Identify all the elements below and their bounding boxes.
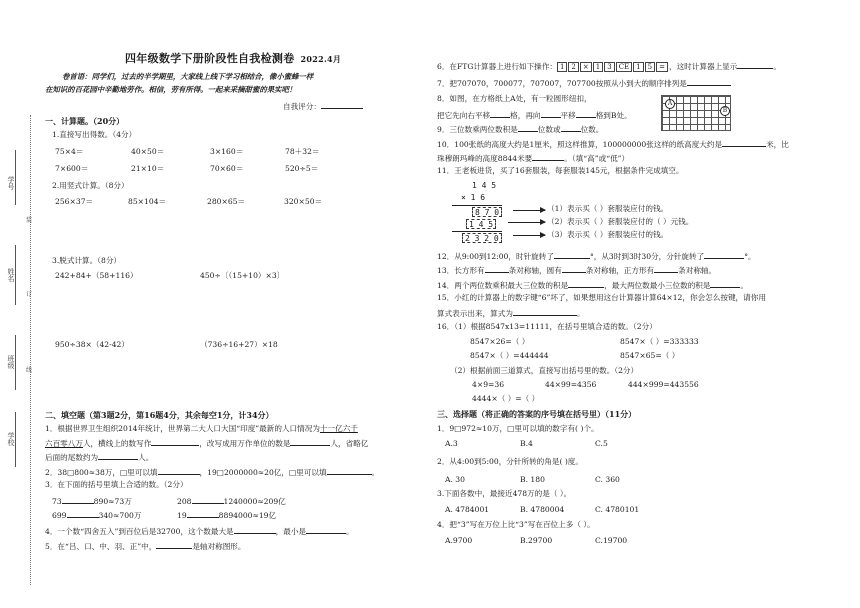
self-eval-blank[interactable] bbox=[321, 101, 363, 109]
section3-title: 三、选择题（将正确的答案的序号填在括号里）（11分） bbox=[437, 409, 637, 419]
s1-q1-r2-c1: 7×600＝ bbox=[55, 164, 89, 173]
s2-q11: 11．王老板进货，买了16套服装，每套服装145元，根据条件完成填空。 bbox=[437, 166, 684, 175]
s2-q16-r4: 4444×（ ）=（ ） bbox=[472, 394, 540, 403]
page-title bbox=[125, 53, 341, 66]
s2-q12 bbox=[437, 251, 756, 262]
section1-title: 一、计算题。（20分） bbox=[45, 116, 125, 126]
cut-mark-1: 装 bbox=[26, 217, 33, 224]
s1-q2-item-1: 256×37＝ bbox=[55, 197, 94, 206]
s2-q12-blank-2[interactable] bbox=[704, 251, 744, 259]
arrow-1 bbox=[513, 210, 545, 211]
s2-q4-blank-1[interactable] bbox=[234, 526, 276, 534]
margin-class-label: 班级 bbox=[7, 355, 16, 369]
s1-q1-r1-c2: 40×50＝ bbox=[131, 147, 165, 156]
s2-q10-text-c: 珠穆朗玛峰的高度8844米要 bbox=[437, 154, 533, 163]
s2-q14-text-a: 14．两个两位数乘积最大三位数的积是 bbox=[437, 281, 569, 290]
s2-q13-text-c: 条对称轴，正方形有 bbox=[585, 266, 655, 275]
s1-q3-item-4: （736÷16+27）×18 bbox=[200, 340, 278, 349]
s2-q8-blank-1[interactable] bbox=[490, 110, 510, 118]
s1-q2-title: 2.用竖式计算。（8分） bbox=[52, 181, 129, 190]
s2-q10-text-d: 。（填“高”或“低”） bbox=[564, 154, 630, 163]
s2-q1-text-c: ，改写成用万作单位的数是 bbox=[199, 439, 291, 448]
s2-q1-blank-2[interactable] bbox=[290, 438, 330, 446]
button-grid-figure bbox=[661, 95, 731, 131]
s2-q5-blank[interactable] bbox=[156, 541, 192, 549]
cut-mark-3: 线 bbox=[26, 367, 33, 374]
s2-q3-item-4 bbox=[177, 510, 276, 521]
s2-q2-text-a: 2．38□800≈38万，□里可以填 bbox=[45, 468, 158, 477]
s1-q1-r1-c4: 78＋32＝ bbox=[285, 147, 320, 156]
s2-q9-blank-1[interactable] bbox=[518, 124, 538, 132]
title-text: 四年级数学下册阶段性自我检测卷 bbox=[125, 52, 295, 65]
s2-q3-i3-blank[interactable] bbox=[67, 510, 99, 518]
s1-q3-title: 3.脱式计算。（8分） bbox=[52, 256, 122, 265]
s3-q3-opt-a[interactable]: A. 4784001 bbox=[445, 505, 490, 514]
s2-q10-line1 bbox=[437, 139, 789, 150]
mult-rule bbox=[452, 205, 502, 206]
s3-q4-opt-c[interactable]: C.19700 bbox=[595, 536, 628, 545]
s2-q8-blank-3[interactable] bbox=[576, 110, 596, 118]
s2-q1-blank-3[interactable] bbox=[98, 452, 138, 460]
s1-q1-r2-c2: 21×10＝ bbox=[131, 164, 165, 173]
intro-line-1: 卷首语：同学们，过去的半学期里，大家线上线下学习相结合，像小蜜蜂一样 bbox=[62, 72, 314, 81]
exam-date: 2022.4月 bbox=[300, 54, 342, 64]
s2-q14-text-b: ，最大两位数最小三位数的积是 bbox=[604, 281, 711, 290]
margin-school-field[interactable] bbox=[15, 412, 16, 467]
s3-q2-opt-a[interactable]: A. 30 bbox=[445, 475, 465, 484]
margin-school-label: 学校 bbox=[7, 432, 16, 446]
s3-q4: 4．把“3”写在万位上比“3”写在百位上多（ ）。 bbox=[437, 520, 595, 529]
s3-q1-opt-a[interactable]: A.3 bbox=[445, 439, 458, 448]
s2-q13-text-a: 13．长方形有 bbox=[437, 266, 485, 275]
s2-q8-blank-2[interactable] bbox=[541, 110, 561, 118]
s2-q1-underlined-2: 六百零八万 bbox=[45, 439, 83, 448]
s2-q1-line3 bbox=[45, 452, 153, 463]
s2-q5-text-b: 是轴对称图形。 bbox=[192, 542, 246, 551]
s2-q5-text-a: 5．在“吕、口、中、羽、正”中， bbox=[45, 542, 157, 551]
s2-q10-text-b: 米，比 bbox=[766, 140, 789, 149]
s2-q16-r1b: 8547×（ ）=333333 bbox=[620, 337, 699, 346]
key-1c: 1 bbox=[633, 62, 643, 72]
multiplication-figure bbox=[452, 181, 502, 245]
s2-q12-blank-1[interactable] bbox=[554, 251, 590, 259]
key-5: 5 bbox=[645, 62, 655, 72]
s2-q15-blank[interactable] bbox=[513, 308, 577, 316]
s2-q1-text-e: 后面的尾数约为 bbox=[45, 453, 99, 462]
mult-product: 2 3 2 0 bbox=[462, 233, 502, 243]
s2-q13 bbox=[437, 265, 716, 276]
s2-q12-text-a: 12．从9:00到12:00，时针旋转了 bbox=[437, 252, 554, 261]
s2-q6-blank[interactable] bbox=[737, 61, 773, 69]
s2-q3-i1-blank[interactable] bbox=[62, 496, 94, 504]
s3-q1-opt-c[interactable]: C.5 bbox=[595, 439, 608, 448]
s1-q2-item-4: 320×50＝ bbox=[284, 197, 323, 206]
s2-q13-blank-2[interactable] bbox=[562, 265, 586, 273]
s2-q13-text-b: 条对称轴，圆有 bbox=[508, 266, 562, 275]
margin-number-label: 学号 bbox=[7, 176, 16, 190]
s2-q9 bbox=[437, 124, 603, 135]
s2-q10-text-a: 10．100张纸的高度大约是1厘米，照这样推算，100000000张这样的纸高度大约是 bbox=[437, 140, 723, 149]
s2-q9-text-b: 位数或 bbox=[537, 125, 561, 134]
s1-q1-r1-c3: 3×160＝ bbox=[210, 147, 244, 156]
s2-q1-text-f: 人。 bbox=[138, 453, 154, 462]
s2-q13-blank-1[interactable] bbox=[485, 265, 509, 273]
s2-q16-r3a: 4×9=36 bbox=[472, 380, 505, 389]
key-equals: = bbox=[656, 62, 668, 72]
s2-q15-text-b: 算式表示出来，算式为 bbox=[437, 309, 513, 318]
s2-q14-blank-1[interactable] bbox=[568, 280, 604, 288]
s1-q3-item-1: 242+84+（58+116） bbox=[55, 271, 138, 280]
s3-q2: 2．从4:00到5:00，分针所转的角是( )度。 bbox=[437, 457, 583, 466]
cut-mark-2: 订 bbox=[26, 291, 33, 298]
s2-q14 bbox=[437, 280, 748, 291]
s2-q2-text-b: ，19□2000000≈20亿，□里可以填 bbox=[199, 468, 327, 477]
s2-q13-blank-3[interactable] bbox=[654, 265, 678, 273]
s2-q9-text-c: 位数。 bbox=[580, 125, 604, 134]
s2-q11-answer-3: （3）表示买（ ）套服装应付的钱。 bbox=[547, 230, 669, 239]
s2-q1-text-d: 人，省略亿 bbox=[330, 439, 369, 448]
s2-q15-line2 bbox=[437, 308, 585, 319]
key-times: × bbox=[580, 62, 592, 72]
key-2: 2 bbox=[568, 62, 578, 72]
s2-q3-i3-a: 699 bbox=[52, 511, 67, 520]
mult-partial-2: 1 4 5 bbox=[466, 219, 496, 229]
s2-q14-text-c: 。 bbox=[740, 281, 749, 290]
s1-q2-item-3: 280×65＝ bbox=[207, 197, 246, 206]
s2-q3-i4-blank[interactable] bbox=[187, 510, 219, 518]
s2-q14-blank-2[interactable] bbox=[710, 280, 740, 288]
mult-partial-1: 8 7 0 bbox=[472, 207, 502, 217]
margin-number-field[interactable] bbox=[15, 150, 16, 205]
s2-q8-line2 bbox=[437, 110, 632, 121]
s2-q11-answer-1: （1）表示买（ ）套服装应付的钱。 bbox=[547, 204, 669, 213]
s2-q4-text-b: ，最小是 bbox=[275, 527, 307, 536]
s3-q4-opt-b[interactable]: B.29700 bbox=[520, 536, 553, 545]
s2-q7-text: 7．把707070，700077，707007，707700按照从小到大的顺序排列是 bbox=[437, 79, 687, 88]
s2-q15-line1: 15．小红的计算器上的数字键“6”坏了，如果想用这台计算器计算64×12，你会怎么按键，请你用 bbox=[437, 293, 766, 302]
margin-class-field[interactable] bbox=[15, 335, 16, 390]
s2-q2-blank-2[interactable] bbox=[327, 467, 372, 475]
mult-multiplicand: 1 4 5 bbox=[472, 181, 497, 190]
point-a: A bbox=[665, 99, 675, 109]
s2-q8-text-a: 把它先向右平移 bbox=[437, 111, 491, 120]
key-1: 1 bbox=[557, 62, 567, 72]
s2-q16-r1a: 8547×26=（ ） bbox=[470, 337, 530, 346]
self-eval bbox=[283, 101, 363, 112]
s2-q6-text-b: ，这时计算器上显示 bbox=[668, 62, 738, 71]
key-ce: CE bbox=[616, 62, 632, 72]
s2-q3-item-1 bbox=[52, 496, 132, 507]
s2-q2 bbox=[45, 467, 379, 478]
s3-q1-opt-b[interactable]: B.4 bbox=[520, 439, 533, 448]
margin-name-field[interactable] bbox=[15, 245, 16, 305]
s2-q11-answer-2: （2）表示买（ ）套服装应付的（ ）元钱。 bbox=[547, 217, 694, 226]
point-b: B bbox=[720, 106, 730, 116]
s2-q8-text-d: 格到B处。 bbox=[595, 111, 632, 120]
s2-q3-i2-b: 1240000≈209亿 bbox=[223, 497, 286, 506]
s2-q7 bbox=[437, 78, 731, 89]
s2-q4 bbox=[45, 526, 354, 537]
s2-q3-i2-blank[interactable] bbox=[192, 496, 224, 504]
s2-q4-blank-2[interactable] bbox=[306, 526, 346, 534]
s2-q1-blank-1[interactable] bbox=[151, 438, 199, 446]
s2-q9-text-a: 9．三位数乘两位数积是 bbox=[437, 125, 518, 134]
s1-q3-item-3: 950÷38×（42-42） bbox=[55, 340, 129, 349]
s2-q3: 3．在下面的括号里填上合适的数。（2分） bbox=[45, 480, 188, 489]
s2-q6-text-a: 6．在FTG计算器上进行如下操作： bbox=[437, 62, 557, 71]
s2-q4-text-c: 。 bbox=[346, 527, 354, 536]
s2-q16-r2b: 8547×65=（ ） bbox=[620, 351, 680, 360]
s2-q1-line2 bbox=[45, 438, 368, 449]
s2-q3-i1-a: 73 bbox=[52, 497, 62, 506]
s2-q10-line2 bbox=[437, 153, 629, 164]
s2-q3-i1-b: 890≈73万 bbox=[93, 497, 132, 506]
s3-q2-opt-b[interactable]: B. 180 bbox=[520, 475, 545, 484]
s3-q3: 3.下面各数中，最接近478万的是（ ）。 bbox=[437, 489, 572, 498]
s2-q2-blank-1[interactable] bbox=[158, 467, 200, 475]
calculator-keys bbox=[557, 62, 669, 71]
s2-q8-text-c: 平移 bbox=[560, 111, 576, 120]
s2-q3-item-2 bbox=[177, 496, 286, 507]
s2-q5 bbox=[45, 541, 245, 552]
s2-q6 bbox=[437, 61, 781, 72]
s2-q12-text-b: °，从3时到3时30分，分针旋转了 bbox=[589, 252, 705, 261]
s2-q6-text-c: 。 bbox=[773, 62, 781, 71]
s3-q3-opt-c[interactable]: C. 4780101 bbox=[595, 505, 640, 514]
s1-q1-r2-c3: 70×60＝ bbox=[210, 164, 244, 173]
s3-q4-opt-a[interactable]: A.9700 bbox=[445, 536, 473, 545]
s2-q1-underlined-1: 十一亿六千 bbox=[319, 424, 358, 433]
s3-q2-opt-c[interactable]: C. 360 bbox=[595, 475, 620, 484]
mult-multiplier: × 1 6 bbox=[461, 193, 486, 202]
arrow-2 bbox=[508, 222, 545, 223]
s2-q8-line1: 8．如图，在方格纸上A处，有一粒圆形纽扣， bbox=[437, 94, 592, 103]
self-eval-label: 自我评分： bbox=[283, 102, 321, 111]
s2-q13-text-d: 条对称轴。 bbox=[678, 266, 717, 275]
s2-q16-r3c: 444×999=443556 bbox=[628, 380, 699, 389]
mult-rule-2 bbox=[452, 231, 502, 232]
s1-q1-r1-c1: 75×4＝ bbox=[55, 147, 84, 156]
s2-q1-line1 bbox=[45, 425, 358, 434]
s2-q3-i4-a: 19 bbox=[177, 511, 187, 520]
margin-name-label: 姓名 bbox=[7, 268, 16, 282]
s2-q8-text-b: 格，再向 bbox=[510, 111, 541, 120]
s1-q2-item-2: 85×104＝ bbox=[128, 197, 167, 206]
s3-q1: 1．9□972≈10万，□里可以填的数字有( )个。 bbox=[437, 424, 599, 433]
s2-q9-blank-2[interactable] bbox=[561, 124, 581, 132]
s2-q3-i2-a: 208 bbox=[177, 497, 192, 506]
s2-q16: 16．（1）根据8547x13=11111，在括号里填合适的数。（2分） bbox=[437, 322, 657, 331]
binding-line bbox=[30, 115, 31, 585]
intro-line-2: 在知识的百花园中辛勤地劳作。相信，劳有所得。一起来采摘甜蜜的果实吧！ bbox=[45, 85, 297, 94]
section2-title: 二、填空题（第3题2分，第16题4分，其余每空1分，计34分） bbox=[45, 410, 274, 420]
s2-q15-text-c: 。 bbox=[576, 309, 585, 318]
key-1b: 1 bbox=[593, 62, 603, 72]
s1-q1-r2-c4: 520÷5＝ bbox=[285, 164, 319, 173]
s2-q16-part2: （2）根据前面三道算式，直接写出括号里的数。（2分） bbox=[450, 366, 639, 375]
s2-q2-text-c: 。 bbox=[371, 468, 380, 477]
s2-q16-r2a: 8547×（ ）=444444 bbox=[470, 351, 549, 360]
s2-q3-item-3 bbox=[52, 510, 141, 521]
s2-q1-text-b: 人，横线上的数写作 bbox=[82, 439, 152, 448]
arrow-3 bbox=[513, 235, 545, 236]
s2-q1-text-a: 1．根据世界卫生组织2014年统计，世界第二大人口大国“印度”最新的人口情况为 bbox=[45, 424, 320, 433]
s2-q3-i3-b: 340≈700万 bbox=[98, 511, 142, 520]
s1-q1-title: 1.直接写出得数。（4分） bbox=[52, 130, 137, 139]
key-3: 3 bbox=[604, 62, 614, 72]
s3-q3-opt-b[interactable]: B. 4780004 bbox=[520, 505, 565, 514]
s1-q3-item-2: 450÷〔（15+10）×3〕 bbox=[200, 271, 285, 280]
s2-q10-blank-2[interactable] bbox=[532, 153, 564, 161]
s2-q3-i4-b: 8894000≈19亿 bbox=[218, 511, 277, 520]
s2-q10-blank-1[interactable] bbox=[722, 139, 766, 147]
s2-q7-blank[interactable] bbox=[687, 78, 731, 86]
s2-q12-text-c: °。 bbox=[744, 252, 756, 261]
s2-q4-text-a: 4．一个数“四舍五入”到百位后是32700，这个数最大是 bbox=[45, 527, 234, 536]
s2-q16-r3b: 44×99=4356 bbox=[545, 380, 597, 389]
